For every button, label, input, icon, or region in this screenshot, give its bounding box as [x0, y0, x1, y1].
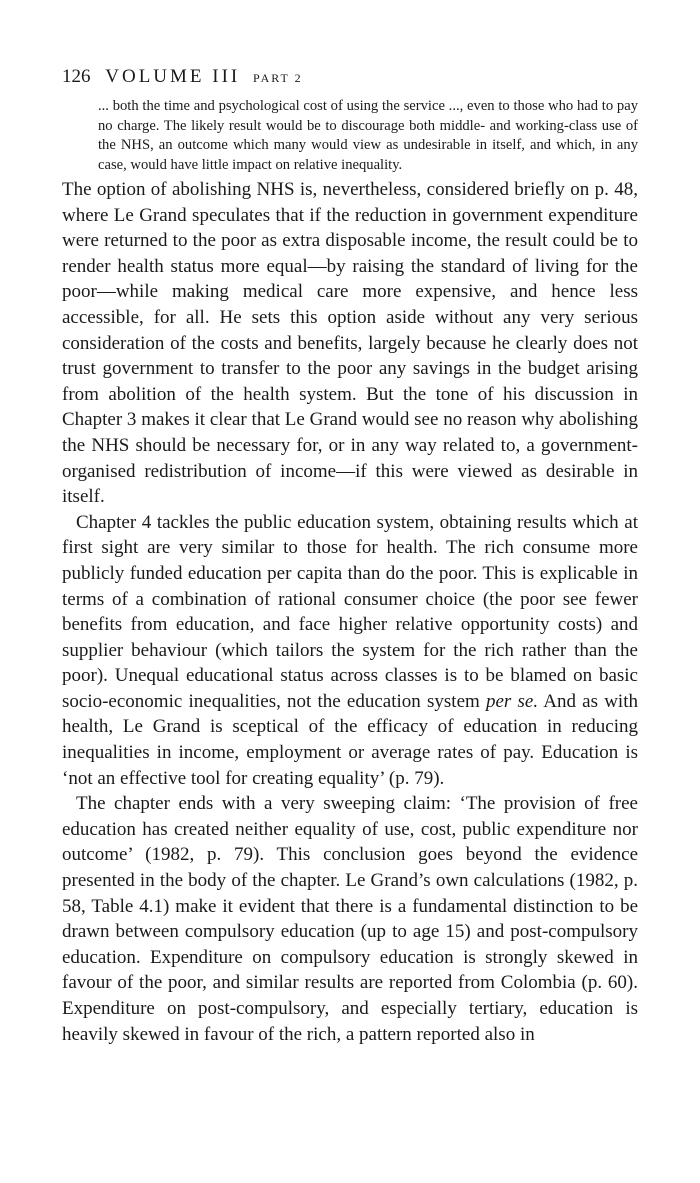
- page-number: 126: [62, 66, 91, 87]
- paragraph-chapter-4: [62, 510, 638, 792]
- running-head: [62, 64, 638, 91]
- paragraph-chapter-4-italic: per se.: [485, 690, 539, 712]
- book-page: [62, 64, 638, 1047]
- paragraph-nhs-abolition: The option of abolishing NHS is, nevertheless, considered briefly on p. 48, where Le Grand speculates that if the reduction in government expenditure were returned to the poor as extra disposable income, the result could be to render health status more equal—by raising the standard of living for the poor—while making medical care more expensive, and hence less accessible, for all. He sets this option aside without any very serious consideration of the costs and benefits, largely because he clearly does not trust government to transfer to the poor any savings in the budget arising from abolition of the health system. But the tone of his discussion in Chapter 3 makes it clear that Le Grand would see no reason why abolishing the NHS should be necessary for, or in any way related to, a government-organised redistribution of income—if this were viewed as desirable in itself.: [62, 179, 638, 508]
- paragraph-chapter-ends: The chapter ends with a very sweeping claim: ‘The provision of free education has created neither equality of use, cost, public expenditure nor outcome’ (1982, p. 79). This conclusion goes beyond the evidence presented in the body of the chapter. Le Grand’s own calculations (1982, p. 58, Table 4.1) make it evident that there is a fundamental distinction to be drawn between compulsory education (up to age 15) and post-compulsory education. Expenditure on compulsory education is strongly skewed in favour of the poor, and similar results are reported from Colombia (p. 60). Expenditure on post-compulsory, and especially tertiary, education is heavily skewed in favour of the rich, a pattern reported also in: [62, 793, 638, 1045]
- volume-label: VOLUME III: [105, 66, 241, 87]
- paragraph-chapter-4-text-b: And as with health, Le Grand is sceptical of the efficacy of education in reducing inequalities in income, employment or average rates of pay. Education is ‘not an effective tool for creating equality’ (p. 79).: [62, 690, 638, 789]
- part-label: PART 2: [253, 71, 303, 85]
- block-quote: ... both the time and psychological cost of using the service ..., even to those who had to pay no charge. The likely result would be to discourage both middle- and working-class use of the NHS, an outcome which many would view as undesirable in itself, and which, in any case, would have little impact on relative inequality.: [98, 98, 638, 173]
- paragraph-chapter-4-text-a: Chapter 4 tackles the public education system, obtaining results which at first sight are very similar to those for health. The rich consume more publicly funded education per capita than do the poor. This is explicable in terms of a combination of rational consumer choice (the poor see fewer benefits from education, and face higher relative opportunity costs) and supplier behaviour (which tailors the system for the rich rather than the poor). Unequal educational status across classes is to be blamed on basic socio-economic inequalities, not the education system: [62, 511, 638, 712]
